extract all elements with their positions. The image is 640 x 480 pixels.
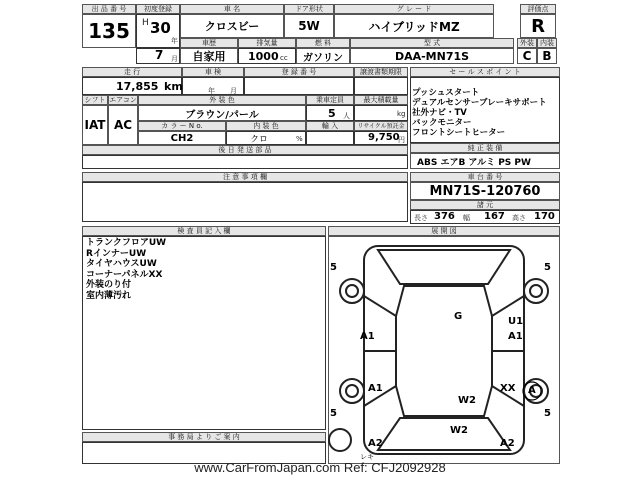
reg-no-box xyxy=(244,77,354,95)
width: 167 xyxy=(484,211,505,222)
mark-g: G xyxy=(454,311,463,322)
usage: 自家用 xyxy=(180,48,238,64)
tire-mark-rl: 5 xyxy=(330,408,337,419)
car-name: クロスビー xyxy=(180,14,284,38)
spare-tire-icon xyxy=(329,429,351,451)
era: H xyxy=(142,18,149,28)
exterior-color: ブラウン/パール xyxy=(138,105,306,121)
interior-label: 内装 xyxy=(537,38,557,48)
inspector-label: 検 査 員 記 入 欄 xyxy=(82,226,326,236)
office-label: 事 務 局 よ り ご 案 内 xyxy=(82,432,326,442)
lot-label: 出 品 番 号 xyxy=(82,4,136,14)
inspection-year-unit: 年 xyxy=(208,87,215,95)
rear-outline xyxy=(378,418,510,450)
equipment: ABS エアB アルミ PS PW xyxy=(410,153,560,169)
car-diagram xyxy=(328,236,560,464)
inspector-item: コーナーパネルXX xyxy=(86,269,163,280)
grade: ハイブリッドMZ xyxy=(334,14,494,38)
recycle-doc-label: 譲渡書類期限 xyxy=(354,67,408,77)
exterior-label: 外装 xyxy=(517,38,537,48)
mark-xx: XX xyxy=(500,383,516,394)
score-label: 評価点 xyxy=(520,4,556,14)
engine-cc-unit: cc xyxy=(280,54,288,62)
mark-w2-bottom: W2 xyxy=(450,425,468,436)
mark-a: A xyxy=(528,385,536,396)
color-number: CH2 xyxy=(138,131,226,145)
mark-a1-left2: A1 xyxy=(368,383,383,394)
mark-a2-left: A2 xyxy=(368,438,383,449)
exterior-grade: C xyxy=(517,48,537,64)
recycle-fee: 9,750 xyxy=(368,132,400,143)
capacity-unit: 人 xyxy=(343,112,350,120)
tire-mark-fl: 5 xyxy=(330,262,337,273)
selling-point: デュアルセンサーブレーキサポート xyxy=(412,98,547,108)
reg-year-unit: 年 xyxy=(171,37,178,45)
inspector-item: RインナーUW xyxy=(86,248,147,259)
inspector-item: トランクフロアUW xyxy=(86,238,167,248)
capacity-label: 乗車定員 xyxy=(306,95,354,105)
selling-points-label: セ ー ル ス ポ イ ン ト xyxy=(410,67,560,77)
mark-u1: U1 xyxy=(508,316,524,327)
car-name-label: 車 名 xyxy=(180,4,284,14)
recycle-fee-label: リサイクル預託金 xyxy=(354,121,408,131)
reg-month-unit: 月 xyxy=(171,55,178,63)
inspection-month-unit: 月 xyxy=(230,87,237,95)
roof-outline xyxy=(396,286,492,416)
recycle-doc-box xyxy=(354,77,408,95)
load-label: 最大積載量 xyxy=(354,95,408,105)
cc-label: 排気量 xyxy=(238,38,296,48)
inspector-list xyxy=(86,238,166,301)
hood-outline xyxy=(378,250,510,284)
diagram-label: 展 開 図 xyxy=(328,226,560,236)
shift-label: シフト xyxy=(82,95,108,105)
score: R xyxy=(520,14,556,38)
selling-point: フロントシートヒーター xyxy=(412,128,506,138)
mark-a2-right: A2 xyxy=(500,438,515,449)
reg-no-label: 登 録 番 号 xyxy=(244,67,354,77)
interior-color: クロ xyxy=(250,135,269,145)
reg-year: 30 xyxy=(150,19,171,37)
int-color-label: 内 装 色 xyxy=(226,121,306,131)
mark-a1-right: A1 xyxy=(508,331,523,342)
chassis-label: 車 台 番 号 xyxy=(410,172,560,182)
interior-grade: B xyxy=(537,48,557,64)
recycle-fee-unit: 円 xyxy=(398,136,405,144)
lot-number: 135 xyxy=(82,14,136,48)
selling-point: 社外ナビ・TV xyxy=(412,108,467,118)
chassis-number: MN71S-120760 xyxy=(410,182,560,200)
engine-cc: 1000 xyxy=(248,50,279,63)
mark-a1-left: A1 xyxy=(360,331,375,342)
grade-label: グ レ ー ド xyxy=(334,4,494,14)
tire-mark-fr: 5 xyxy=(544,262,551,273)
usage-label: 車歴 xyxy=(180,38,238,48)
inspection-label: 車 検 xyxy=(182,67,244,77)
model-label: 型 式 xyxy=(350,38,514,48)
load-unit: kg xyxy=(397,110,406,118)
inspector-item: タイヤハウスUW xyxy=(86,259,157,269)
air-conditioner: AC xyxy=(108,105,138,145)
watermark: www.CarFromJapan.com Ref: CFJ2092928 xyxy=(194,460,446,475)
shift: IAT xyxy=(82,105,108,145)
mileage-label: 走 行 xyxy=(82,67,182,77)
notes-box xyxy=(82,182,408,222)
mileage: 17,855 xyxy=(116,80,159,93)
model-code: DAA-MN71S xyxy=(350,48,514,64)
selling-point: プッシュスタート xyxy=(412,88,480,98)
mark-reki: レキ xyxy=(360,453,374,461)
dims-label: 諸 元 xyxy=(410,200,560,210)
percent-sign: % xyxy=(296,135,303,143)
mark-w2-mid: W2 xyxy=(458,395,476,406)
fuel-label: 燃 料 xyxy=(296,38,350,48)
door-label: ドア形状 xyxy=(284,4,334,14)
reg-month: 7 xyxy=(155,48,164,62)
ac-label: エアコン xyxy=(109,96,137,104)
after-parts-box xyxy=(82,155,408,169)
fuel: ガソリン xyxy=(296,48,350,64)
import-label: 輸 入 xyxy=(306,121,354,131)
capacity: 5 xyxy=(328,107,336,120)
selling-point: バックモニター xyxy=(412,118,472,128)
inspector-item: 室内薄汚れ xyxy=(86,290,132,301)
mileage-unit: km xyxy=(164,80,183,93)
tire-mark-rr: 5 xyxy=(544,408,551,419)
selling-points-list xyxy=(412,88,547,138)
door-type: 5W xyxy=(284,14,334,38)
equipment-label: 純 正 装 備 xyxy=(410,143,560,153)
length: 376 xyxy=(434,211,455,222)
inspector-item: 外装のり付 xyxy=(86,280,132,290)
color-label: 外 装 色 xyxy=(138,95,306,105)
import-box xyxy=(306,131,354,145)
after-parts-label: 後 日 発 送 部 品 xyxy=(82,145,408,155)
notes-label: 注 意 事 項 欄 xyxy=(82,172,408,182)
height-label: 高さ xyxy=(512,214,526,222)
width-label: 幅 xyxy=(463,214,470,222)
color-no-label: カ ラ ー N o. xyxy=(138,121,226,131)
registration-label: 初度登録 xyxy=(136,4,180,14)
length-label: 長さ xyxy=(414,214,428,222)
height: 170 xyxy=(534,211,555,222)
